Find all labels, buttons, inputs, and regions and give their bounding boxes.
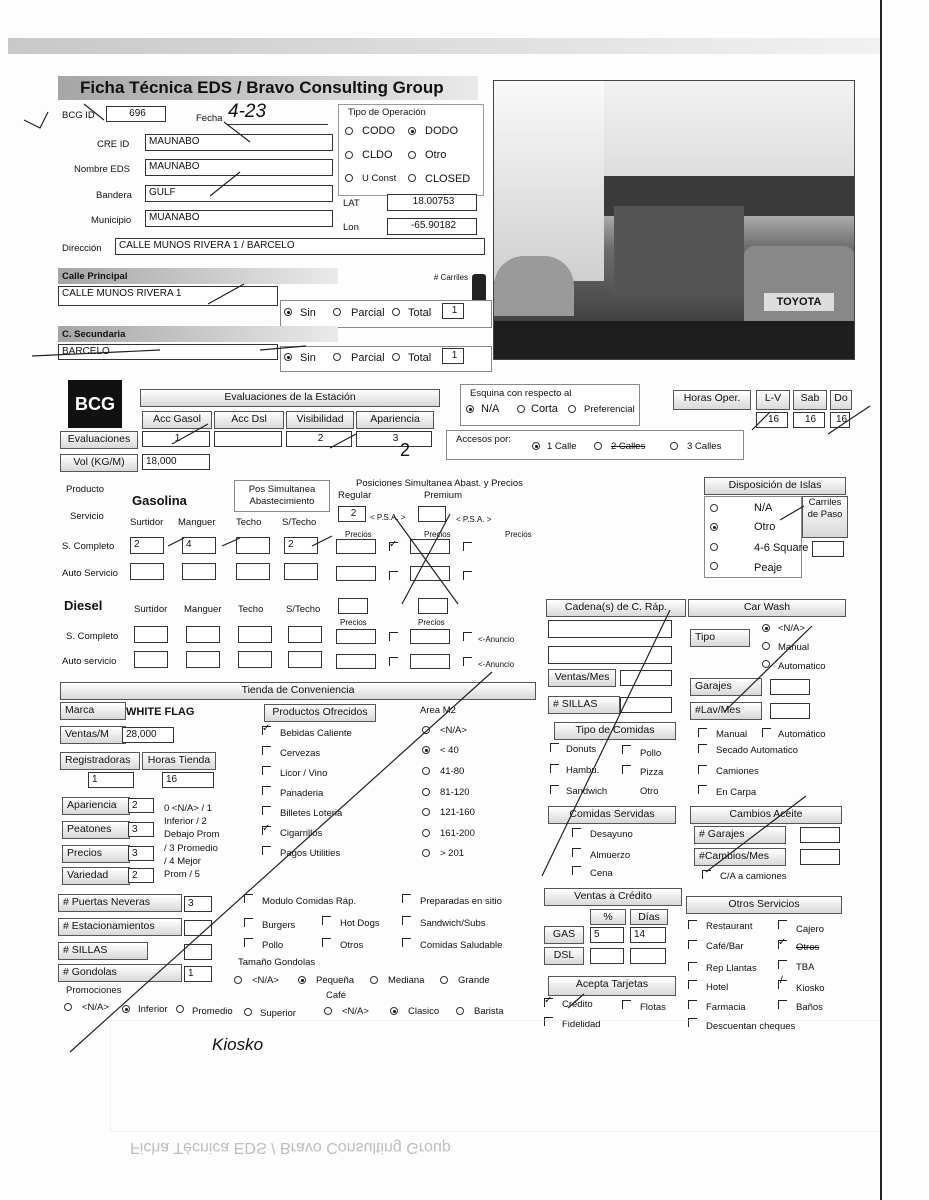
tarjeta-flotas: Flotas <box>640 1002 666 1013</box>
vol-field[interactable]: 18,000 <box>142 454 210 470</box>
cambios-garajes-label: # Garajes <box>694 826 786 844</box>
horas-col-sab: Sab <box>793 390 827 410</box>
islas-na: N/A <box>754 502 773 514</box>
prod-licor: Licor / Vino <box>280 768 328 779</box>
gas-col-surtidor: Surtidor <box>130 517 164 528</box>
credito-pct-label: % <box>590 909 626 925</box>
regular-psa-field[interactable]: 2 <box>338 506 366 522</box>
calle-secundaria-label: C. Secundaria <box>62 329 126 340</box>
otro-kiosko: Kiosko <box>796 983 825 994</box>
prod-cigarrillos: Cigarrillos <box>280 828 323 839</box>
pos-sim-label: Pos Simultanea Abastecimiento <box>248 484 316 507</box>
pos-sim-abast-label: Posiciones Simultanea Abast. y Precios <box>356 478 523 489</box>
carwash-automatico: Automatico <box>778 661 826 672</box>
area-161-200: 161-200 <box>440 828 475 839</box>
cw-manual: Manual <box>716 729 748 740</box>
horas-lv[interactable]: 16 <box>756 412 788 428</box>
credito-gas-pct[interactable]: 5 <box>590 927 624 943</box>
comida-sandwich: Sandwich <box>566 786 608 797</box>
diesel-title: Diesel <box>64 598 103 613</box>
neveras-field[interactable]: 3 <box>184 896 212 912</box>
esquina-title: Esquina con respecto al <box>470 388 572 399</box>
comida-otro: Otro <box>640 786 659 797</box>
bleed-through-box <box>110 1020 882 1132</box>
acceso-2calles: 2 Calles <box>611 441 646 452</box>
lat-field[interactable]: 18.00753 <box>387 194 477 211</box>
premium-psa-label: < P.S.A. > <box>456 515 492 524</box>
cafe-barista: Barista <box>474 1006 504 1017</box>
acceso-1calle: 1 Calle <box>547 441 577 452</box>
estacionamientos-label: # Estacionamientos <box>58 918 182 936</box>
gas-col-techo: Techo <box>236 517 262 528</box>
regular-label: Regular <box>338 490 372 501</box>
bebidas-check: ✓ <box>262 723 271 734</box>
horas-do[interactable]: 16 <box>830 412 850 428</box>
eval-visibilidad[interactable]: 2 <box>286 431 352 447</box>
registradoras-field[interactable]: 1 <box>88 772 134 788</box>
bandera-label: Bandera <box>96 190 132 201</box>
accesos-label: Accesos por: <box>456 434 511 445</box>
gas-sc-regular-check: ✓ <box>389 539 398 550</box>
dsl-col-techo: Techo <box>238 604 264 615</box>
otro-cafe-bar: Café/Bar <box>706 941 744 952</box>
comida-hambu: Hambu. <box>566 765 600 776</box>
cafe-na: <N/A> <box>342 1006 369 1017</box>
cw-camiones: Camiones <box>716 766 759 777</box>
comida-pollo: Pollo <box>640 748 662 759</box>
otro-hotel: Hotel <box>706 982 729 993</box>
kiosko-handwritten: Kiosko <box>212 1035 264 1054</box>
otro-otros: Otros <box>796 942 820 953</box>
dsl-col-manguer: Manguer <box>184 604 222 615</box>
peatones-field[interactable]: 3 <box>128 822 154 837</box>
prod-bebidas: Bebidas Caliente <box>280 728 352 739</box>
credito-dias-label: Días <box>630 909 668 925</box>
nombre-eds-label: Nombre EDS <box>74 164 130 175</box>
escala-6: Prom / 5 <box>164 869 200 880</box>
dsl-as-anuncio-label: <-Anuncio <box>478 660 515 669</box>
nombre-eds-field[interactable]: MAUNABO <box>145 159 333 176</box>
otro-rep-llantas: Rep Llantas <box>706 963 757 974</box>
carwash-manual: Manual <box>778 642 810 653</box>
otros-check: ✓ <box>778 937 787 948</box>
servida-cena: Cena <box>590 868 613 879</box>
col-visibilidad: Visibilidad <box>286 411 354 429</box>
marca-value: WHITE FLAG <box>126 706 195 718</box>
cambios-aceite-title: Cambios Aceite <box>690 806 842 824</box>
comida-pizza: Pizza <box>640 767 664 778</box>
neveras-label: # Puertas Neveras <box>58 894 182 912</box>
gas-s-completo-label: S. Completo <box>62 541 115 552</box>
secundaria-carriles-field[interactable]: 1 <box>442 348 464 364</box>
tienda-title: Tienda de Conveniencia <box>60 682 536 700</box>
escala-4: / 3 Promedio <box>164 843 218 854</box>
preparadas-label: Preparadas en sitio <box>420 896 502 907</box>
marca-label: Marca <box>60 702 126 720</box>
comida-donuts: Donuts <box>566 744 597 755</box>
islas-otro: Otro <box>754 521 776 533</box>
islas-title: Disposición de Islas <box>704 477 846 495</box>
fecha-label: Fecha <box>196 113 223 124</box>
item-pollo: Pollo <box>262 940 284 951</box>
lav-mes-label: #Lav/Mes <box>690 702 762 720</box>
area-81-120: 81-120 <box>440 787 470 798</box>
regular-psa-label: < P.S.A. > <box>370 513 406 522</box>
servicio-label: Servicio <box>70 511 104 522</box>
eval-handwritten: 2 <box>400 440 411 460</box>
col-acc-dsl: Acc Dsl <box>214 411 284 429</box>
cw-automatico: Automático <box>778 729 826 740</box>
esquina-preferencial: Preferencial <box>584 404 635 415</box>
col-acc-gasol: Acc Gasol <box>142 411 212 429</box>
tam-na: <N/A> <box>252 975 279 986</box>
car-wash-tipo-label: Tipo <box>690 629 750 647</box>
tipo-operacion-title: Tipo de Operación <box>348 107 426 118</box>
dsl-col-surtidor: Surtidor <box>134 604 168 615</box>
islas-peaje: Peaje <box>754 562 783 574</box>
page-title: Ficha Técnica EDS / Bravo Consulting Group <box>80 78 444 97</box>
apariencia-field[interactable]: 2 <box>128 798 154 813</box>
regular-precios-label: Precios <box>345 530 372 539</box>
variedad-field[interactable]: 2 <box>128 868 154 883</box>
municipio-field[interactable]: MUANABO <box>145 210 333 227</box>
municipio-label: Municipio <box>91 215 132 226</box>
cw-secado: Secado Automatico <box>716 745 798 756</box>
calle-principal-label: Calle Principal <box>62 271 128 282</box>
eval-acc-gasol[interactable]: 1 <box>142 431 210 447</box>
kiosko-check: / <box>780 975 783 986</box>
apariencia-label: Apariencia <box>62 797 130 815</box>
gas-sc-manguer[interactable]: 4 <box>182 537 216 554</box>
principal-sin: Sin <box>300 307 316 319</box>
otro-descuentan: Descuentan cheques <box>706 1021 796 1032</box>
cw-carpa: En Carpa <box>716 787 757 798</box>
ventas-mes-label: Ventas/Mes <box>548 669 616 687</box>
cambios-mes-label: #Cambios/Mes <box>694 848 786 866</box>
lon-field[interactable]: -65.90182 <box>387 218 477 235</box>
bcg-id-label: BCG ID <box>62 110 95 121</box>
tarjeta-fidelidad: Fidelidad <box>562 1019 601 1030</box>
cafe-title: Café <box>326 990 347 1001</box>
calle-secundaria-field[interactable]: BARCELO <box>58 344 278 360</box>
promo-superior: Superior <box>260 1008 296 1019</box>
bandera-field[interactable]: GULF <box>145 185 333 202</box>
precios-field[interactable]: 3 <box>128 846 154 861</box>
prod-panaderia: Panaderia <box>280 788 324 799</box>
vol-label: Vol (KG/M) <box>60 454 138 472</box>
premium-label: Premium <box>424 490 463 501</box>
tam-gondolas-title: Tamaño Gondolas <box>238 957 316 968</box>
dsl-auto-servicio-label: Auto servicio <box>62 656 117 667</box>
horas-sab[interactable]: 16 <box>793 412 825 428</box>
secundaria-parcial: Parcial <box>351 352 385 364</box>
producto-label: Producto <box>66 484 105 495</box>
horas-tienda-field[interactable]: 16 <box>162 772 214 788</box>
cre-id-field[interactable]: MAUNABO <box>145 134 333 151</box>
principal-parcial: Parcial <box>351 307 385 319</box>
prod-cervezas: Cervezas <box>280 748 321 759</box>
item-sandwich-subs: Sandwich/Subs <box>420 918 486 929</box>
garajes-label: Garajes <box>690 678 762 696</box>
islas-square: 4-6 Square <box>754 542 809 554</box>
calle-principal-field[interactable]: CALLE MUNOS RIVERA 1 <box>58 286 278 306</box>
acceso-3calles: 3 Calles <box>687 441 722 452</box>
promo-promedio: Promedio <box>192 1006 233 1017</box>
horas-tienda-label: Horas Tienda <box>142 752 216 770</box>
opt-dodo: DODO <box>425 125 458 137</box>
esquina-na: N/A <box>481 403 500 415</box>
ca-camiones: C/A a camiones <box>720 871 787 882</box>
tarjeta-credito: Crédito <box>562 999 593 1010</box>
gas-sc-surtidor[interactable]: 2 <box>130 537 164 554</box>
dsl-s-completo-label: S. Completo <box>66 631 119 642</box>
credito-check: ✓ <box>544 995 553 1006</box>
station-photo: TOYOTA <box>493 80 855 360</box>
opt-codo: CODO <box>362 125 395 137</box>
area-121-160: 121-160 <box>440 807 475 818</box>
area-40: < 40 <box>440 745 459 756</box>
credito-dsl-label: DSL <box>544 947 584 965</box>
modulo-label: Modulo Comidas Ráp. <box>262 896 356 907</box>
ventas-m-field[interactable]: 28,000 <box>122 727 174 743</box>
direccion-label: Dirección <box>62 243 102 254</box>
secundaria-sin: Sin <box>300 352 316 364</box>
area-201: > 201 <box>440 848 465 859</box>
ventas-m-label: Ventas/M <box>60 726 126 744</box>
eval-apariencia[interactable]: 3 <box>356 431 432 447</box>
item-hotdogs: Hot Dogs <box>340 918 380 929</box>
direccion-field[interactable]: CALLE MUNOS RIVERA 1 / BARCELO <box>115 238 485 255</box>
tipo-comidas-title: Tipo de Comidas <box>554 722 676 740</box>
gas-col-stecho: S/Techo <box>282 517 317 528</box>
tam-pequena: Pequeña <box>316 975 355 986</box>
col-apariencia: Apariencia <box>356 411 434 429</box>
carriles-label: # Carriles <box>433 273 469 282</box>
evaluaciones-title: Evaluaciones de la Estación <box>140 389 440 407</box>
scan-edge-line <box>880 0 882 1200</box>
area-41-80: 41-80 <box>440 766 465 777</box>
promo-inferior: Inferior <box>138 1004 168 1015</box>
item-otros: Otros <box>340 940 364 951</box>
escala-2: Inferior / 2 <box>164 816 207 827</box>
productos-title: Productos Ofrecidos <box>264 704 376 722</box>
lon-label: Lon <box>343 222 359 233</box>
opt-closed: CLOSED <box>425 173 471 185</box>
lat-label: LAT <box>343 198 360 209</box>
promociones-title: Promociones <box>66 985 122 996</box>
credito-gas-dias[interactable]: 14 <box>630 927 666 943</box>
evaluaciones-row-label: Evaluaciones <box>60 431 138 449</box>
precios-label: Precios <box>505 530 532 539</box>
opt-cldo: CLDO <box>362 149 393 161</box>
tam-mediana: Mediana <box>388 975 425 986</box>
horas-col-lv: L-V <box>756 390 790 410</box>
principal-total: Total <box>408 307 432 319</box>
bcg-id-field[interactable]: 696 <box>106 106 166 122</box>
servida-desayuno: Desayuno <box>590 829 633 840</box>
escala-5: / 4 Mejor <box>164 856 201 867</box>
horas-oper-label: Horas Oper. <box>673 390 751 410</box>
gasolina-title: Gasolina <box>132 493 187 508</box>
dsl-precios-label-1: Precios <box>340 618 367 627</box>
dsl-precios-label-2: Precios <box>418 618 445 627</box>
principal-carriles-field[interactable]: 1 <box>442 303 464 319</box>
otros-servicios-title: Otros Servicios <box>686 896 842 914</box>
prod-pagos: Pagos Utilities <box>280 848 341 859</box>
gas-auto-servicio-label: Auto Servicio <box>62 568 118 579</box>
cre-id-label: CRE ID <box>97 139 130 150</box>
fecha-handwritten[interactable]: 4-23 <box>228 101 267 122</box>
car-wash-title: Car Wash <box>688 599 846 617</box>
area-na: <N/A> <box>440 725 467 736</box>
gas-sc-stecho[interactable]: 2 <box>284 537 318 554</box>
area-title: Area M2 <box>420 705 456 716</box>
item-saludable: Comidas Saludable <box>420 940 503 951</box>
gas-col-manguer: Manguer <box>178 517 216 528</box>
servida-almuerzo: Almuerzo <box>590 850 631 861</box>
dsl-col-stecho: S/Techo <box>286 604 321 615</box>
otro-restaurant: Restaurant <box>706 921 753 932</box>
peatones-label: Peatones <box>62 821 130 839</box>
cadena-sillas-label: # SILLAS <box>548 696 620 714</box>
opt-otro: Otro <box>425 149 447 161</box>
otro-tba: TBA <box>796 962 815 973</box>
cigarrillos-check: ✓ <box>262 823 271 834</box>
registradoras-label: Registradoras <box>60 752 140 770</box>
carriles-paso-label: Carriles de Paso <box>802 496 848 538</box>
bcg-logo: BCG <box>68 380 122 428</box>
promo-na: <N/A> <box>82 1002 109 1013</box>
carwash-na: <N/A> <box>778 623 805 634</box>
credito-gas-label: GAS <box>544 926 584 944</box>
premium-precios-label: Precios <box>424 530 451 539</box>
comidas-servidas-title: Comidas Servidas <box>548 806 676 824</box>
horas-col-do: Do <box>830 390 852 410</box>
gondolas-field[interactable]: 1 <box>184 966 212 982</box>
cadena-title: Cadena(s) de C. Ráp. <box>546 599 686 617</box>
variedad-label: Variedad <box>62 867 130 885</box>
opt-uconst: U Const <box>362 173 397 184</box>
bleed-through-text: Ficha Técnica EDS / Bravo Consulting Group <box>130 1139 451 1156</box>
ventas-credito-title: Ventas a Crédito <box>544 888 682 906</box>
bottom-sillas-label: # SILLAS <box>58 942 148 960</box>
escala-3: Debajo Prom <box>164 829 220 840</box>
tarjetas-title: Acepta Tarjetas <box>548 976 676 996</box>
item-burgers: Burgers <box>262 920 296 931</box>
dsl-sc-anuncio-label: <-Anuncio <box>478 635 515 644</box>
otro-banos: Baños <box>796 1002 823 1013</box>
prod-billetes: Billetes Loteria <box>280 808 343 819</box>
precios-label: Precios <box>62 845 130 863</box>
gondolas-label: # Gondolas <box>58 964 182 982</box>
tam-grande: Grande <box>458 975 490 986</box>
escala-1: 0 <N/A> / 1 <box>164 803 213 814</box>
cafe-clasico: Clasico <box>408 1006 440 1017</box>
esquina-corta: Corta <box>531 403 558 415</box>
otro-cajero: Cajero <box>796 924 824 935</box>
secundaria-total: Total <box>408 352 432 364</box>
otro-farmacia: Farmacia <box>706 1002 746 1013</box>
